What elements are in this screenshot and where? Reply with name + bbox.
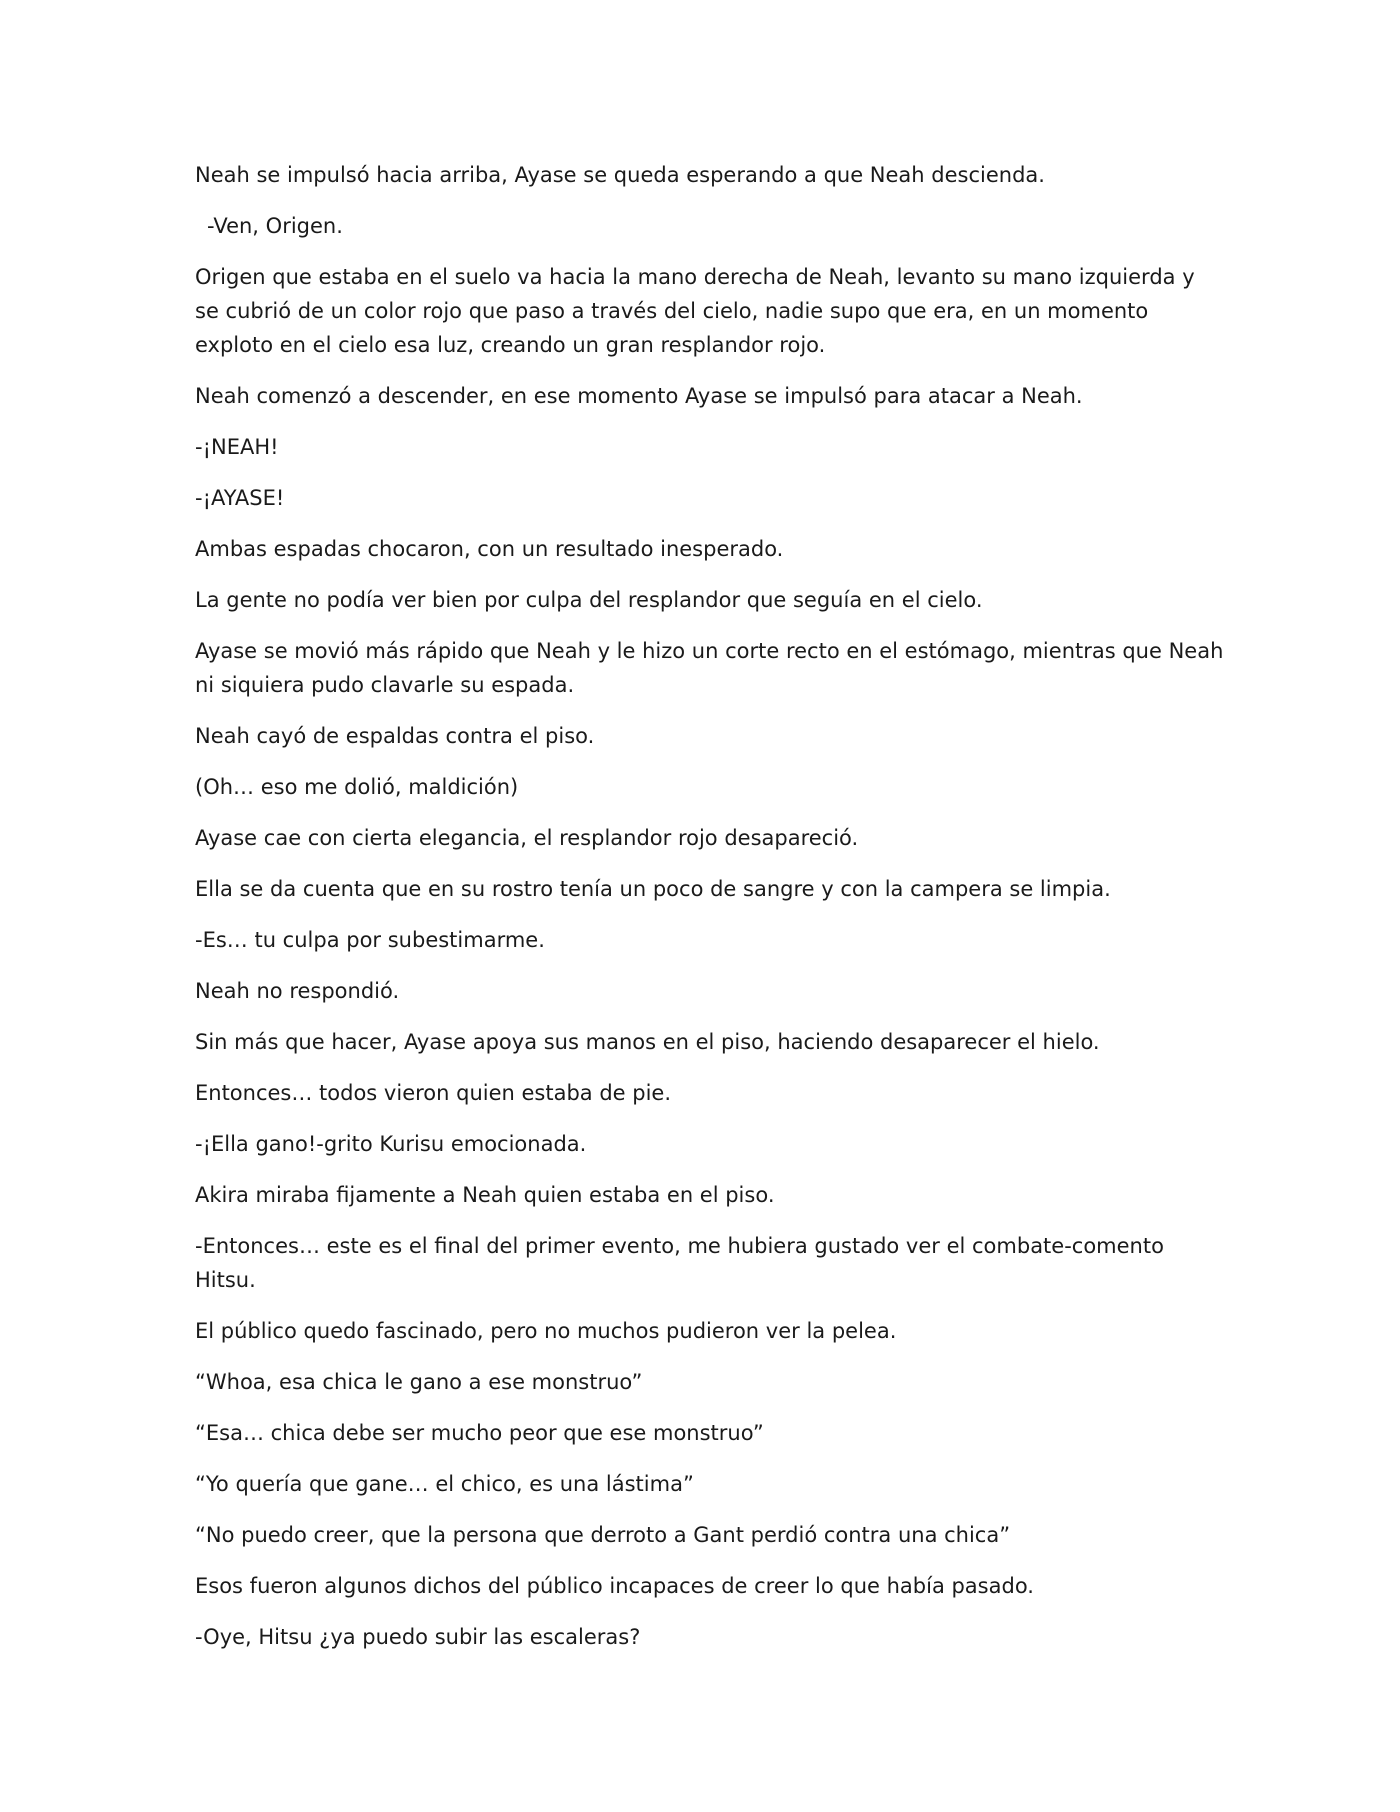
thought-line: (Oh… eso me dolió, maldición) bbox=[195, 775, 519, 799]
dialogue-line: -Es… tu culpa por subestimarme. bbox=[195, 928, 545, 952]
paragraph: Esos fueron algunos dichos del público incapaces de creer lo que había pasado. bbox=[195, 1574, 1034, 1598]
dialogue-line: -Oye, Hitsu ¿ya puedo subir las escaleras? bbox=[195, 1625, 641, 1649]
paragraph: Neah no respondió. bbox=[195, 979, 400, 1003]
quote-line: “Esa… chica debe ser mucho peor que ese monstruo” bbox=[195, 1421, 764, 1445]
paragraph: Neah comenzó a descender, en ese momento Ayase se impulsó para atacar a Neah. bbox=[195, 384, 1083, 408]
paragraph: Neah se impulsó hacia arriba, Ayase se queda esperando a que Neah descienda. bbox=[195, 163, 1045, 187]
paragraph: Ayase se movió más rápido que Neah y le hizo un corte recto en el estómago, mientras que Neah ni siquiera pudo clavarle su espada. bbox=[195, 639, 1224, 697]
dialogue-line: -¡AYASE! bbox=[195, 486, 285, 510]
paragraph: Origen que estaba en el suelo va hacia la mano derecha de Neah, levanto su mano izquierda y se cubrió de un color rojo que paso a través del cielo, nadie supo que era, en un momento exploto en el cielo esa luz, creando un gran resplandor rojo. bbox=[195, 265, 1195, 357]
paragraph: Neah cayó de espaldas contra el piso. bbox=[195, 724, 595, 748]
paragraph: Sin más que hacer, Ayase apoya sus manos en el piso, haciendo desaparecer el hielo. bbox=[195, 1030, 1100, 1054]
paragraph: Akira miraba fijamente a Neah quien estaba en el piso. bbox=[195, 1183, 775, 1207]
dialogue-line: -¡Ella gano!-grito Kurisu emocionada. bbox=[195, 1132, 587, 1156]
dialogue-line: -Entonces… este es el final del primer evento, me hubiera gustado ver el combate-comento Hitsu. bbox=[195, 1234, 1164, 1292]
paragraph: Entonces… todos vieron quien estaba de pie. bbox=[195, 1081, 672, 1105]
paragraph: Ambas espadas chocaron, con un resultado inesperado. bbox=[195, 537, 784, 561]
paragraph: La gente no podía ver bien por culpa del resplandor que seguía en el cielo. bbox=[195, 588, 983, 612]
paragraph: El público quedo fascinado, pero no muchos pudieron ver la pelea. bbox=[195, 1319, 897, 1343]
dialogue-line: -Ven, Origen. bbox=[207, 214, 343, 238]
dialogue-line: -¡NEAH! bbox=[195, 435, 279, 459]
paragraph: Ella se da cuenta que en su rostro tenía un poco de sangre y con la campera se limpia. bbox=[195, 877, 1111, 901]
quote-line: “Yo quería que gane… el chico, es una lástima” bbox=[195, 1472, 694, 1496]
paragraph: Ayase cae con cierta elegancia, el resplandor rojo desapareció. bbox=[195, 826, 859, 850]
quote-line: “No puedo creer, que la persona que derroto a Gant perdió contra una chica” bbox=[195, 1523, 1011, 1547]
document-body bbox=[195, 158, 1225, 1671]
quote-line: “Whoa, esa chica le gano a ese monstruo” bbox=[195, 1370, 643, 1394]
